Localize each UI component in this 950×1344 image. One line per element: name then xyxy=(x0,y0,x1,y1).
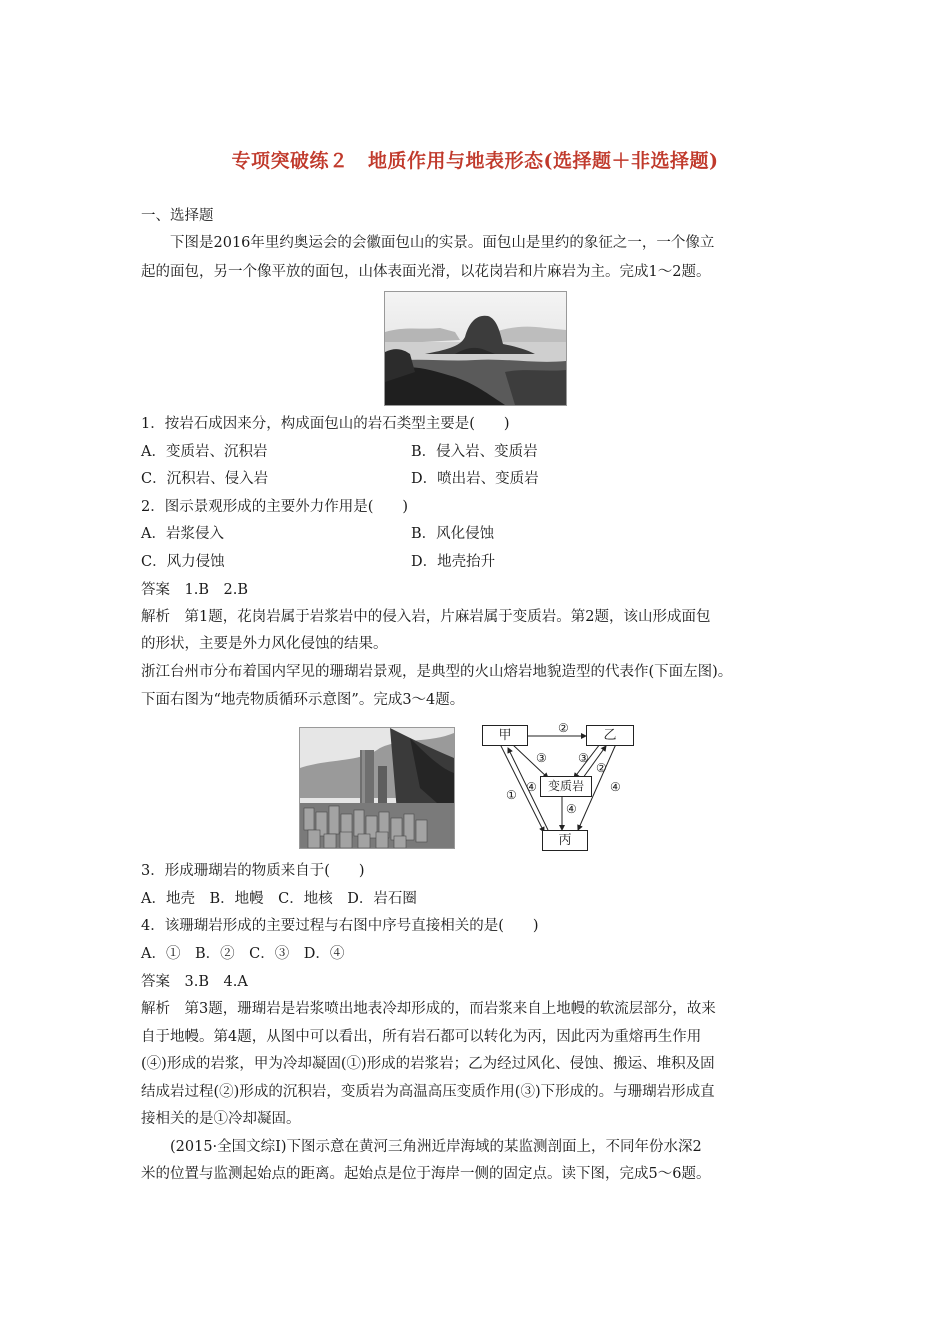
analysis-2-line4: 结成岩过程(②)形成的沉积岩，变质岩为高温高压变质作用(③)下形成的。与珊瑚岩形成直 xyxy=(141,1084,715,1100)
q1-option-d: D．喷出岩、变质岩 xyxy=(411,471,539,487)
box-bing: 丙 xyxy=(542,830,588,851)
analysis-2-line5: 接相关的是①冷却凝固。 xyxy=(141,1111,301,1127)
q1-option-a: A．变质岩、沉积岩 xyxy=(141,444,268,460)
intro3-line1: (2015·全国文综Ⅰ)下图示意在黄河三角洲近岸海域的某监测剖面上，不同年份水深2 xyxy=(170,1139,702,1155)
rock-cycle-diagram xyxy=(482,722,650,852)
label-3-right: ③ xyxy=(578,751,589,765)
label-4-center: ④ xyxy=(566,802,577,816)
q2-option-c: C．风力侵蚀 xyxy=(141,554,225,570)
q2-option-d: D．地壳抬升 xyxy=(411,554,496,570)
box-jia: 甲 xyxy=(482,725,528,746)
q4-options: A．① B．② C．③ D．④ xyxy=(141,946,345,962)
label-2-right: ② xyxy=(596,761,607,775)
q3-options: A．地壳 B．地幔 C．地核 D．岩石圈 xyxy=(141,891,417,907)
intro2-line1: 浙江台州市分布着国内罕见的珊瑚岩景观，是典型的火山熔岩地貌造型的代表作(下面左图)。 xyxy=(141,664,733,680)
page-title: 专项突破练２ 地质作用与地表形态(选择题＋非选择题) xyxy=(231,150,719,172)
intro1-line1: 下图是2016年里约奥运会的会徽面包山的实景。面包山是里约的象征之一，一个像立 xyxy=(170,235,715,251)
box-yi: 乙 xyxy=(586,725,634,746)
coral-rock-photo xyxy=(299,727,455,849)
q4-stem: 4．该珊瑚岩形成的主要过程与右图中序号直接相关的是( ) xyxy=(141,918,539,934)
section-heading: 一、选择题 xyxy=(141,208,214,224)
sugarloaf-mountain-photo xyxy=(384,291,567,406)
intro3-line2: 米的位置与监测起始点的距离。起始点是位于海岸一侧的固定点。读下图，完成5～6题。 xyxy=(141,1166,711,1182)
label-1-left: ① xyxy=(506,788,517,802)
answer-1-2: 答案 1.B 2.B xyxy=(141,582,248,598)
q2-stem: 2．图示景观形成的主要外力作用是( ) xyxy=(141,499,409,515)
label-4-right: ④ xyxy=(610,780,621,794)
q3-stem: 3．形成珊瑚岩的物质来自于( ) xyxy=(141,863,365,879)
q1-option-c: C．沉积岩、侵入岩 xyxy=(141,471,269,487)
label-2-top: ② xyxy=(558,721,569,735)
q2-option-a: A．岩浆侵入 xyxy=(141,526,224,542)
label-3-left: ③ xyxy=(536,751,547,765)
answer-3-4: 答案 3.B 4.A xyxy=(141,974,248,990)
q2-option-b: B．风化侵蚀 xyxy=(411,526,495,542)
label-4-left: ④ xyxy=(526,780,537,794)
intro1-line2: 起的面包，另一个像平放的面包，山体表面光滑，以花岗岩和片麻岩为主。完成1～2题。 xyxy=(141,264,711,280)
q1-stem: 1．按岩石成因来分，构成面包山的岩石类型主要是( ) xyxy=(141,416,510,432)
analysis-2-line2: 自于地幔。第4题，从图中可以看出，所有岩石都可以转化为丙，因此丙为重熔再生作用 xyxy=(141,1029,702,1045)
analysis-1-line2: 的形状，主要是外力风化侵蚀的结果。 xyxy=(141,636,388,652)
analysis-1-line1: 解析 第1题，花岗岩属于岩浆岩中的侵入岩，片麻岩属于变质岩。第2题，该山形成面包 xyxy=(141,609,711,625)
analysis-2-line1: 解析 第3题，珊瑚岩是岩浆喷出地表冷却形成的，而岩浆来自上地幔的软流层部分，故来 xyxy=(141,1001,716,1017)
box-metamorphic: 变质岩 xyxy=(540,776,592,797)
analysis-2-line3: (④)形成的岩浆，甲为冷却凝固(①)形成的岩浆岩；乙为经过风化、侵蚀、搬运、堆积及固 xyxy=(141,1056,715,1072)
intro2-line2: 下面右图为“地壳物质循环示意图”。完成3～4题。 xyxy=(141,692,465,708)
q1-option-b: B．侵入岩、变质岩 xyxy=(411,444,538,460)
